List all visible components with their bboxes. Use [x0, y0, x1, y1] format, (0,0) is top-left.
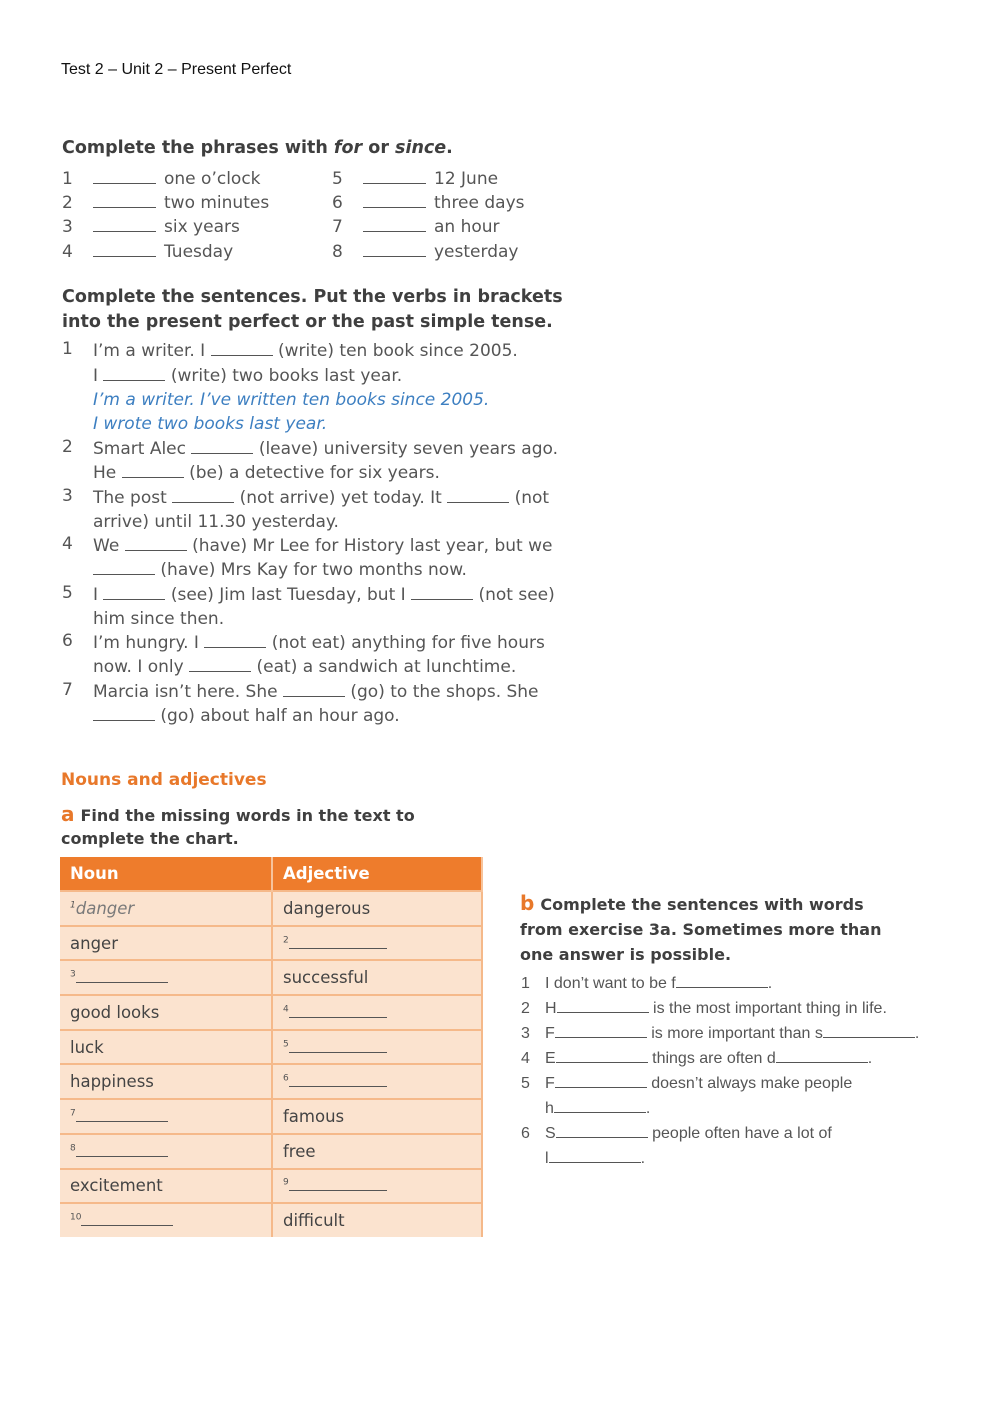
answer-blank[interactable]: [555, 1074, 647, 1088]
example-answer: I’m a writer. I’ve written ten books since 2005.: [93, 390, 490, 410]
sentence-line: (go) about half an hour ago.: [93, 704, 400, 728]
sentence-line: 5 F doesn’t always make people: [521, 1075, 853, 1092]
item-number: 7: [62, 680, 73, 700]
sentence-line: I’m a writer. I (write) ten book since 2005.: [93, 341, 518, 361]
example-answer: I wrote two books last year.: [93, 414, 328, 434]
document-title: Test 2 – Unit 2 – Present Perfect: [61, 61, 292, 78]
answer-blank[interactable]: [76, 970, 168, 983]
answer-blank[interactable]: [172, 488, 234, 503]
column-header-noun: Noun: [60, 857, 272, 891]
noun-cell[interactable]: 3: [60, 960, 272, 995]
noun-cell[interactable]: 8: [60, 1134, 272, 1169]
answer-blank[interactable]: [93, 560, 155, 575]
phrase-item: 1 one o’clock: [62, 169, 261, 189]
adjective-cell[interactable]: 2: [272, 926, 482, 961]
sentence-line: him since then.: [93, 609, 225, 629]
column-header-adjective: Adjective: [272, 857, 482, 891]
sentence-line: Marcia isn’t here. She (go) to the shops. She: [93, 682, 539, 702]
phrase-item: 5 12 June: [332, 169, 499, 189]
sentence-line: He (be) a detective for six years.: [93, 463, 440, 483]
noun-cell[interactable]: 10: [60, 1203, 272, 1237]
sentence-line: I (write) two books last year.: [93, 366, 403, 386]
table-row: [60, 1064, 482, 1099]
answer-blank[interactable]: [103, 585, 165, 600]
answer-blank[interactable]: [93, 193, 156, 208]
sentence-line: We (have) Mr Lee for History last year, but we: [93, 536, 553, 556]
phrase-item: 8 yesterday: [332, 242, 519, 262]
noun-cell[interactable]: 7: [60, 1099, 272, 1134]
adjective-cell: successful: [272, 960, 482, 995]
noun-adjective-chart: [60, 857, 483, 1237]
answer-blank[interactable]: [125, 536, 187, 551]
answer-blank[interactable]: [289, 936, 387, 949]
phrase-item: 6 three days: [332, 193, 525, 213]
phrase-item: 7 an hour: [332, 217, 500, 237]
exercise-2-heading: Complete the sentences. Put the verbs in brackets into the present perfect or the past simple tense.: [62, 287, 563, 332]
adjective-cell[interactable]: 9: [272, 1169, 482, 1204]
item-number: 6: [62, 631, 73, 651]
noun-cell: good looks: [60, 995, 272, 1030]
answer-blank[interactable]: [283, 682, 345, 697]
answer-blank[interactable]: [76, 1109, 168, 1122]
answer-blank[interactable]: [93, 242, 156, 257]
phrase-item: 2 two minutes: [62, 193, 270, 213]
answer-blank[interactable]: [776, 1049, 868, 1063]
sentence-line: 3 F is more important than s .: [521, 1025, 920, 1042]
answer-blank[interactable]: [447, 488, 509, 503]
adjective-cell: difficult: [272, 1203, 482, 1237]
answer-blank[interactable]: [549, 1149, 641, 1163]
noun-cell: anger: [60, 926, 272, 961]
answer-blank[interactable]: [289, 1040, 387, 1053]
answer-blank[interactable]: [204, 633, 266, 648]
sentence-line: 2 H is the most important thing in life.: [521, 1000, 887, 1017]
table-row: [60, 1203, 482, 1237]
adjective-cell: free: [272, 1134, 482, 1169]
phrase-item: 4 Tuesday: [62, 242, 234, 262]
sentence-line: l .: [545, 1150, 646, 1167]
answer-blank[interactable]: [363, 242, 426, 257]
answer-blank[interactable]: [363, 169, 426, 184]
noun-cell: $^1$danger: [60, 891, 272, 926]
item-number: 3: [62, 486, 73, 506]
answer-blank[interactable]: [191, 439, 253, 454]
sentence-line: 6 S people often have a lot of: [521, 1125, 832, 1142]
sentence-line: arrive) until 11.30 yesterday.: [93, 512, 339, 532]
table-row: [60, 960, 482, 995]
answer-blank[interactable]: [411, 585, 473, 600]
answer-blank[interactable]: [289, 1005, 387, 1018]
item-number: 1: [62, 339, 73, 359]
section-title: Nouns and adjectives: [61, 770, 267, 790]
answer-blank[interactable]: [363, 193, 426, 208]
answer-blank[interactable]: [557, 999, 649, 1013]
exercise-3b-instructions: b Complete the sentences with words from exercise 3a. Sometimes more than one answer is possible.: [520, 891, 882, 964]
table-row: [60, 926, 482, 961]
adjective-cell[interactable]: 5: [272, 1030, 482, 1065]
item-number: 4: [62, 534, 73, 554]
answer-blank[interactable]: [363, 217, 426, 232]
adjective-cell: famous: [272, 1099, 482, 1134]
exercise-3a-instructions: a Find the missing words in the text to complete the chart.: [61, 802, 415, 848]
sentence-line: I’m hungry. I (not eat) anything for five hours: [93, 633, 545, 653]
sentence-line: 1 I don’t want to be f .: [521, 975, 773, 992]
sentence-line: I (see) Jim last Tuesday, but I (not see): [93, 585, 555, 605]
item-number: 2: [62, 437, 73, 457]
sentence-line: (have) Mrs Kay for two months now.: [93, 558, 467, 582]
answer-blank[interactable]: [189, 657, 251, 672]
noun-cell: excitement: [60, 1169, 272, 1204]
answer-blank[interactable]: [211, 341, 273, 356]
table-row: [60, 891, 482, 926]
sentence-line: The post (not arrive) yet today. It (not: [93, 488, 550, 508]
sentence-line: 4 E things are often d .: [521, 1050, 873, 1067]
table-row: [60, 1099, 482, 1134]
phrase-item: 3 six years: [62, 217, 240, 237]
sentence-line: h .: [545, 1100, 651, 1117]
answer-blank[interactable]: [122, 463, 184, 478]
adjective-cell[interactable]: 4: [272, 995, 482, 1030]
noun-cell: happiness: [60, 1064, 272, 1099]
answer-blank[interactable]: [555, 1024, 647, 1038]
answer-blank[interactable]: [93, 169, 156, 184]
table-row: [60, 1134, 482, 1169]
sentence-line: now. I only (eat) a sandwich at lunchtime.: [93, 657, 517, 677]
answer-blank[interactable]: [93, 706, 155, 721]
answer-blank[interactable]: [556, 1049, 648, 1063]
answer-blank[interactable]: [81, 1213, 173, 1226]
answer-blank[interactable]: [676, 974, 768, 988]
answer-blank[interactable]: [103, 366, 165, 381]
adjective-cell: dangerous: [272, 891, 482, 926]
sentence-line: Smart Alec (leave) university seven years ago.: [93, 439, 559, 459]
answer-blank[interactable]: [76, 1144, 168, 1157]
item-number: 5: [62, 583, 73, 603]
exercise-1-heading: Complete the phrases with for or since.: [62, 138, 453, 158]
table-row: [60, 995, 482, 1030]
answer-blank[interactable]: [289, 1074, 387, 1087]
answer-blank[interactable]: [823, 1024, 915, 1038]
adjective-cell[interactable]: 6: [272, 1064, 482, 1099]
table-row: [60, 1030, 482, 1065]
answer-blank[interactable]: [556, 1124, 648, 1138]
answer-blank[interactable]: [289, 1178, 387, 1191]
table-row: [60, 1169, 482, 1204]
answer-blank[interactable]: [93, 217, 156, 232]
answer-blank[interactable]: [554, 1099, 646, 1113]
noun-cell: luck: [60, 1030, 272, 1065]
